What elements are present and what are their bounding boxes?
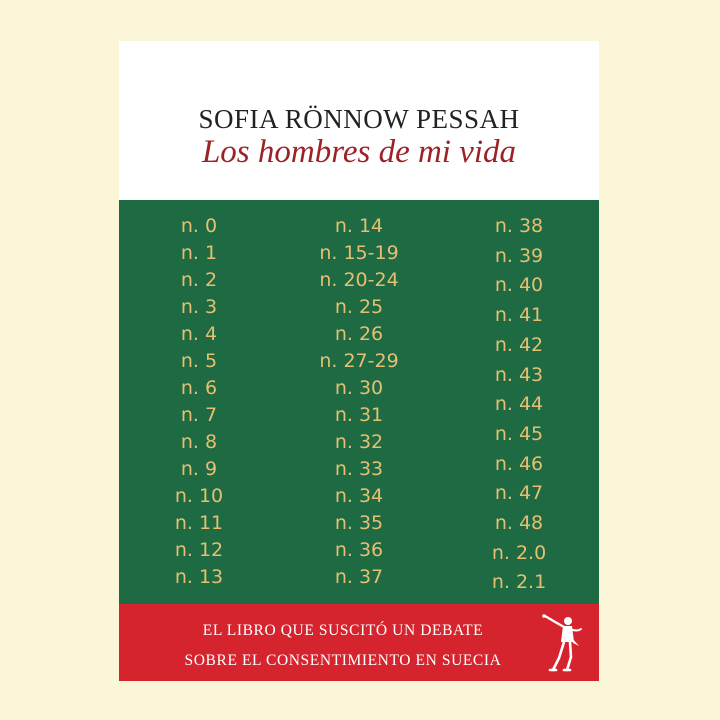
chapter-number: n. 45 (494, 422, 544, 445)
chapter-number: n. 2 (180, 269, 218, 291)
chapter-number: n. 33 (334, 458, 384, 480)
chapter-number: n. 4 (180, 323, 218, 345)
chapter-number: n. 41 (494, 304, 544, 327)
chapter-number: n. 25 (334, 296, 384, 318)
chapter-number: n. 20-24 (319, 269, 399, 291)
chapter-number: n. 43 (494, 363, 544, 386)
book-cover (119, 41, 599, 681)
chapter-number: n. 32 (334, 431, 384, 453)
chapter-number: n. 3 (180, 296, 218, 318)
tagline-banner (119, 604, 599, 681)
chapter-number: n. 35 (334, 512, 384, 534)
tagline-line-1: EL LIBRO QUE SUSCITÓ UN DEBATE (202, 622, 484, 639)
chapter-number: n. 11 (174, 512, 224, 534)
chapter-number: n. 48 (494, 512, 544, 534)
chapter-number: n. 2.0 (491, 541, 547, 564)
chapter-number: n. 2.1 (491, 571, 547, 594)
dancing-figure-icon (537, 612, 585, 674)
chapter-number: n. 26 (334, 323, 384, 345)
chapter-number: n. 0 (180, 215, 218, 237)
book-title: Los hombres de mi vida (201, 134, 517, 170)
chapter-number: n. 34 (334, 485, 384, 507)
chapter-number: n. 13 (174, 566, 224, 588)
chapter-number: n. 37 (334, 566, 384, 588)
chapter-number: n. 46 (494, 452, 544, 475)
chapter-number: n. 15-19 (319, 242, 399, 264)
chapter-number: n. 8 (180, 431, 218, 453)
chapter-number: n. 39 (494, 244, 544, 267)
chapter-number: n. 5 (180, 350, 218, 372)
chapter-number: n. 31 (334, 404, 384, 426)
chapter-number: n. 14 (334, 215, 384, 237)
chapter-number: n. 42 (494, 333, 544, 356)
chapter-number: n. 30 (334, 377, 384, 399)
chapter-number: n. 47 (494, 482, 544, 505)
chapter-number: n. 36 (334, 539, 384, 561)
chapter-number: n. 10 (174, 485, 224, 507)
chapter-number: n. 9 (180, 458, 218, 480)
chapter-number: n. 6 (180, 377, 218, 399)
chapter-number: n. 12 (174, 539, 224, 561)
chapter-number: n. 7 (180, 404, 218, 426)
chapter-number: n. 38 (494, 215, 544, 237)
chapter-number: n. 44 (494, 393, 544, 416)
chapter-number: n. 40 (494, 274, 544, 297)
chapter-number: n. 27-29 (319, 350, 399, 372)
tagline-line-2: SOBRE EL CONSENTIMIENTO EN SUECIA (184, 652, 502, 669)
chapter-number-panel (119, 200, 599, 604)
chapter-number: n. 1 (180, 242, 218, 264)
author-name: SOFIA RÖNNOW PESSAH (198, 104, 520, 134)
